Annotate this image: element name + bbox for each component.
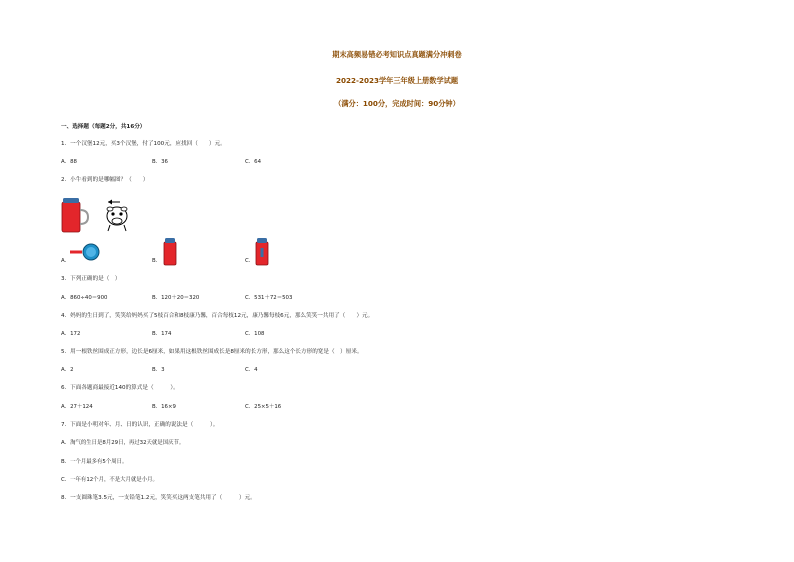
q2-option-a: A． xyxy=(61,258,71,264)
mug-top-view-icon xyxy=(68,242,102,262)
q6-option-a: A．27＋124 xyxy=(61,404,93,410)
q3-option-b: B．120＋20＝320 xyxy=(152,295,200,301)
q2-option-b: B． xyxy=(152,258,162,264)
question-5: 5．用一根铁丝围成正方形，边长是6厘米，如果用这根铁丝围成长是8厘米的长方形，那么这个长方形的宽是（ ）厘米。 xyxy=(61,349,363,355)
question-4: 4．妈妈的生日到了，笑笑给妈妈买了5枝百合和8枝康乃馨，百合每枝12元，康乃馨每枝6元，那么笑笑一共用了（ ）元。 xyxy=(61,313,374,319)
cup-side-icon xyxy=(161,236,179,266)
q2-option-c: C． xyxy=(245,258,255,264)
q6-option-c: C．25×5＋16 xyxy=(245,404,282,410)
q7-option-b: B．一个月最多有5个周日。 xyxy=(61,459,128,465)
mug-icon xyxy=(58,196,90,234)
q7-option-c: C．一年有12个月，不是大月就是小月。 xyxy=(61,477,158,483)
q1-option-a: A．88 xyxy=(61,159,77,165)
exam-subtitle: 2022-2023学年三年级上册数学试题 xyxy=(335,76,459,85)
question-2: 2．小牛看到的是哪幅图？（ ） xyxy=(61,177,149,183)
q5-option-c: C．4 xyxy=(245,367,258,373)
question-1: 1．一个汉堡12元，买3个汉堡，付了100元，应找回（ ）元。 xyxy=(61,141,226,147)
q7-option-a: A．淘气的生日是8月29日，再过32天就是国庆节。 xyxy=(61,440,185,446)
section-heading: 一、选择题（每题2分，共16分） xyxy=(61,124,146,130)
exam-title: 期末高频易错必考知识点真题满分冲刺卷 xyxy=(332,50,462,59)
question-6: 6．下面各题商最接近140的算式是（ ）。 xyxy=(61,385,179,391)
question-7: 7．下面是小明对年、月、日的认识，正确的说法是（ ）。 xyxy=(61,422,219,428)
cow-icon xyxy=(102,198,132,232)
question-3: 3．下列正确的是（ ） xyxy=(61,276,121,282)
q5-option-a: A．2 xyxy=(61,367,74,373)
q3-option-c: C．531＋72＝503 xyxy=(245,295,293,301)
cup-label-icon xyxy=(253,236,271,266)
q3-option-a: A．860÷40＝900 xyxy=(61,295,108,301)
q6-option-b: B．16×9 xyxy=(152,404,176,410)
q1-option-c: C．64 xyxy=(245,159,262,165)
q4-option-b: B．174 xyxy=(152,331,172,337)
q1-option-b: B．36 xyxy=(152,159,168,165)
q4-option-a: A．172 xyxy=(61,331,81,337)
q4-option-c: C．108 xyxy=(245,331,265,337)
q5-option-b: B．3 xyxy=(152,367,165,373)
question-8: 8．一支圆珠笔3.5元，一支铅笔1.2元，笑笑买这两支笔共用了（ ）元。 xyxy=(61,495,256,501)
exam-meta: （满分：100分，完成时间：90分钟） xyxy=(334,99,460,108)
